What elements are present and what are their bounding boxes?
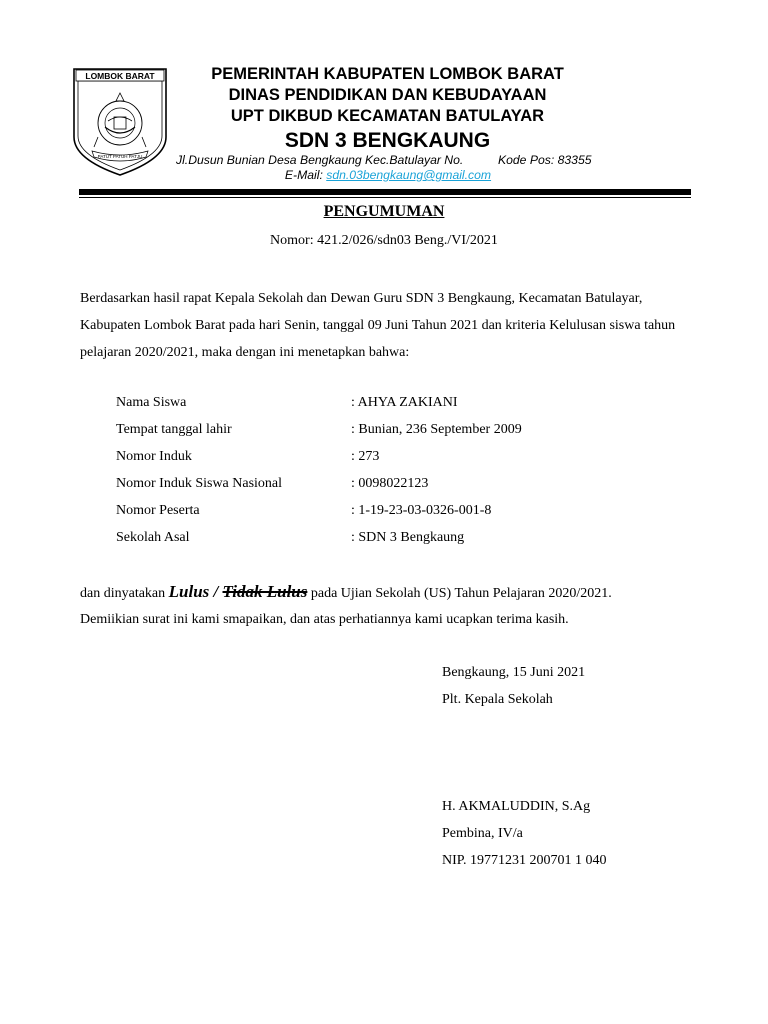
student-detail-value: : 273 [351, 448, 380, 464]
unit-name: UPT DIKBUD KECAMATAN BATULAYAR [230, 107, 545, 125]
letterhead-address [176, 153, 606, 183]
document-title: PENGUMUMAN [323, 203, 445, 220]
letterhead-divider-thin [79, 197, 691, 198]
government-name: PEMERINTAH KABUPATEN LOMBOK BARAT [211, 65, 564, 83]
student-detail-label: Nomor Induk Siswa Nasional [116, 475, 283, 491]
closing-text: Demiikian surat ini kami smapaikan, dan atas perhatiannya kami ucapkan terima kasih. [80, 612, 569, 627]
letterhead-heading [175, 64, 600, 155]
student-detail-value: : 1-19-23-03-0326-001-8 [351, 502, 492, 518]
student-detail-label: Nomor Induk [116, 448, 192, 464]
student-detail-value: : AHYA ZAKIANI [351, 394, 458, 410]
postal-code: Kode Pos: 83355 [498, 153, 592, 167]
student-detail-row [116, 524, 522, 551]
student-detail-label: Sekolah Asal [116, 529, 190, 545]
student-detail-row [116, 416, 522, 443]
verdict-fail-struck: Tidak Lulus [222, 582, 308, 601]
signature-place-date: Bengkaung, 15 Juni 2021 [442, 665, 586, 680]
email-label: E-Mail: [284, 168, 327, 182]
student-detail-value: : SDN 3 Bengkaung [351, 529, 465, 545]
student-detail-label: Nomor Peserta [116, 502, 200, 518]
signature-name: H. AKMALUDDIN, S.Ag [442, 799, 591, 814]
student-detail-row [116, 389, 522, 416]
signature-nip: NIP. 19771231 200701 1 040 [442, 853, 607, 868]
verdict-line [80, 577, 720, 609]
student-details-table [116, 389, 522, 551]
logo-motto: PATUT PATUH PATJU [97, 154, 143, 159]
verdict-pass: Lulus / [168, 582, 223, 601]
school-name: SDN 3 BENGKAUNG [284, 129, 491, 152]
document-number: Nomor: 421.2/026/sdn03 Beng./VI/2021 [270, 233, 498, 248]
student-detail-label: Tempat tanggal lahir [116, 421, 232, 437]
verdict-prefix: dan dinyatakan [80, 586, 169, 601]
intro-text: Berdasarkan hasil rapat Kepala Sekolah dan Dewan Guru SDN 3 Bengkaung, Kecamatan Batulayar, Kabupaten Lombok Barat pada hari Senin, tanggal 09 Juni Tahun 2021 dan kriteria Kelulusan siswa tahun pelajaran 2020/2021, maka dengan ini menetapkan bahwa: [80, 291, 676, 360]
intro-paragraph [80, 285, 692, 366]
lombok-barat-emblem-logo [72, 67, 168, 177]
student-detail-row [116, 443, 522, 470]
logo-label: LOMBOK BARAT [85, 71, 155, 81]
student-detail-row [116, 470, 522, 497]
student-detail-row [116, 497, 522, 524]
student-detail-label: Nama Siswa [116, 394, 187, 410]
department-name: DINAS PENDIDIKAN DAN KEBUDAYAAN [228, 86, 547, 104]
signature-rank: Pembina, IV/a [442, 826, 523, 841]
signature-position: Plt. Kepala Sekolah [442, 692, 553, 707]
school-address: Jl.Dusun Bunian Desa Bengkaung Kec.Batulayar No. [176, 153, 464, 167]
student-detail-value: : 0098022123 [351, 475, 429, 491]
letterhead-divider-thick [79, 189, 691, 195]
student-detail-value: : Bunian, 236 September 2009 [351, 421, 522, 437]
verdict-suffix: pada Ujian Sekolah (US) Tahun Pelajaran 2020/2021. [307, 586, 612, 601]
email-link[interactable]: sdn.03bengkaung@gmail.com [326, 168, 492, 182]
